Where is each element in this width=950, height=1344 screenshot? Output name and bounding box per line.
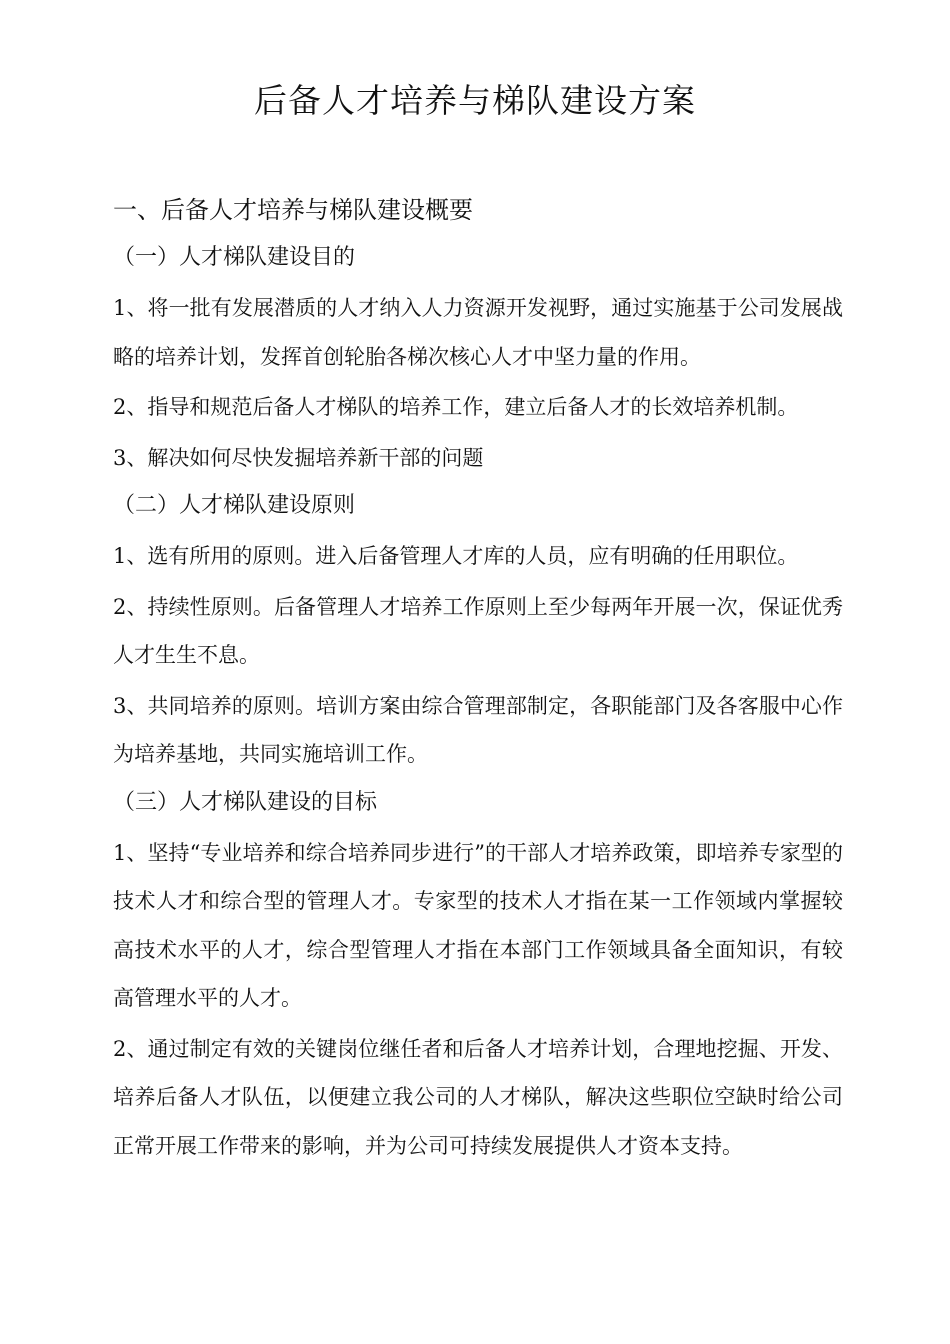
paragraph: 1、坚持“专业培养和综合培养同步进行”的干部人才培养政策，即培养专家型的技术人才和综合型的管理人才。专家型的技术人才指在某一工作领域内掌握较高技术水平的人才，综合型管理人才指在本部门工作领域具备全面知识，有较高管理水平的人才。 <box>113 840 843 1010</box>
paragraph: 3、解决如何尽快发掘培养新干部的问题 <box>113 445 484 470</box>
paragraph: 3、共同培养的原则。培训方案由综合管理部制定，各职能部门及各客服中心作为培养基地，共同实施培训工作。 <box>113 693 843 766</box>
document-body <box>113 188 843 1172</box>
paragraph: 1、选有所用的原则。进入后备管理人才库的人员，应有明确的任用职位。 <box>113 544 799 568</box>
paragraph: 2、指导和规范后备人才梯队的培养工作，建立后备人才的长效培养机制。 <box>113 395 799 419</box>
section-heading: 一、后备人才培养与梯队建设概要 <box>113 196 473 224</box>
paragraph: 1、将一批有发展潜质的人才纳入人力资源开发视野，通过实施基于公司发展战略的培养计划，发挥首创轮胎各梯次核心人才中坚力量的作用。 <box>113 296 843 369</box>
subsection-heading-goals: （三）人才梯队建设的目标 <box>113 789 378 815</box>
subsection-heading-purpose: （一）人才梯队建设目的 <box>113 245 356 270</box>
paragraph: 2、持续性原则。后备管理人才培养工作原则上至少每两年开展一次，保证优秀人才生生不息。 <box>113 594 843 667</box>
paragraph: 2、通过制定有效的关键岗位继任者和后备人才培养计划，合理地挖掘、开发、培养后备人才队伍，以便建立我公司的人才梯队，解决这些职位空缺时给公司正常开展工作带来的影响，并为公司可持续发展提供人才资本支持。 <box>113 1036 843 1158</box>
subsection-heading-principles: （二）人才梯队建设原则 <box>113 493 356 518</box>
document-title: 后备人才培养与梯队建设方案 <box>254 81 696 120</box>
